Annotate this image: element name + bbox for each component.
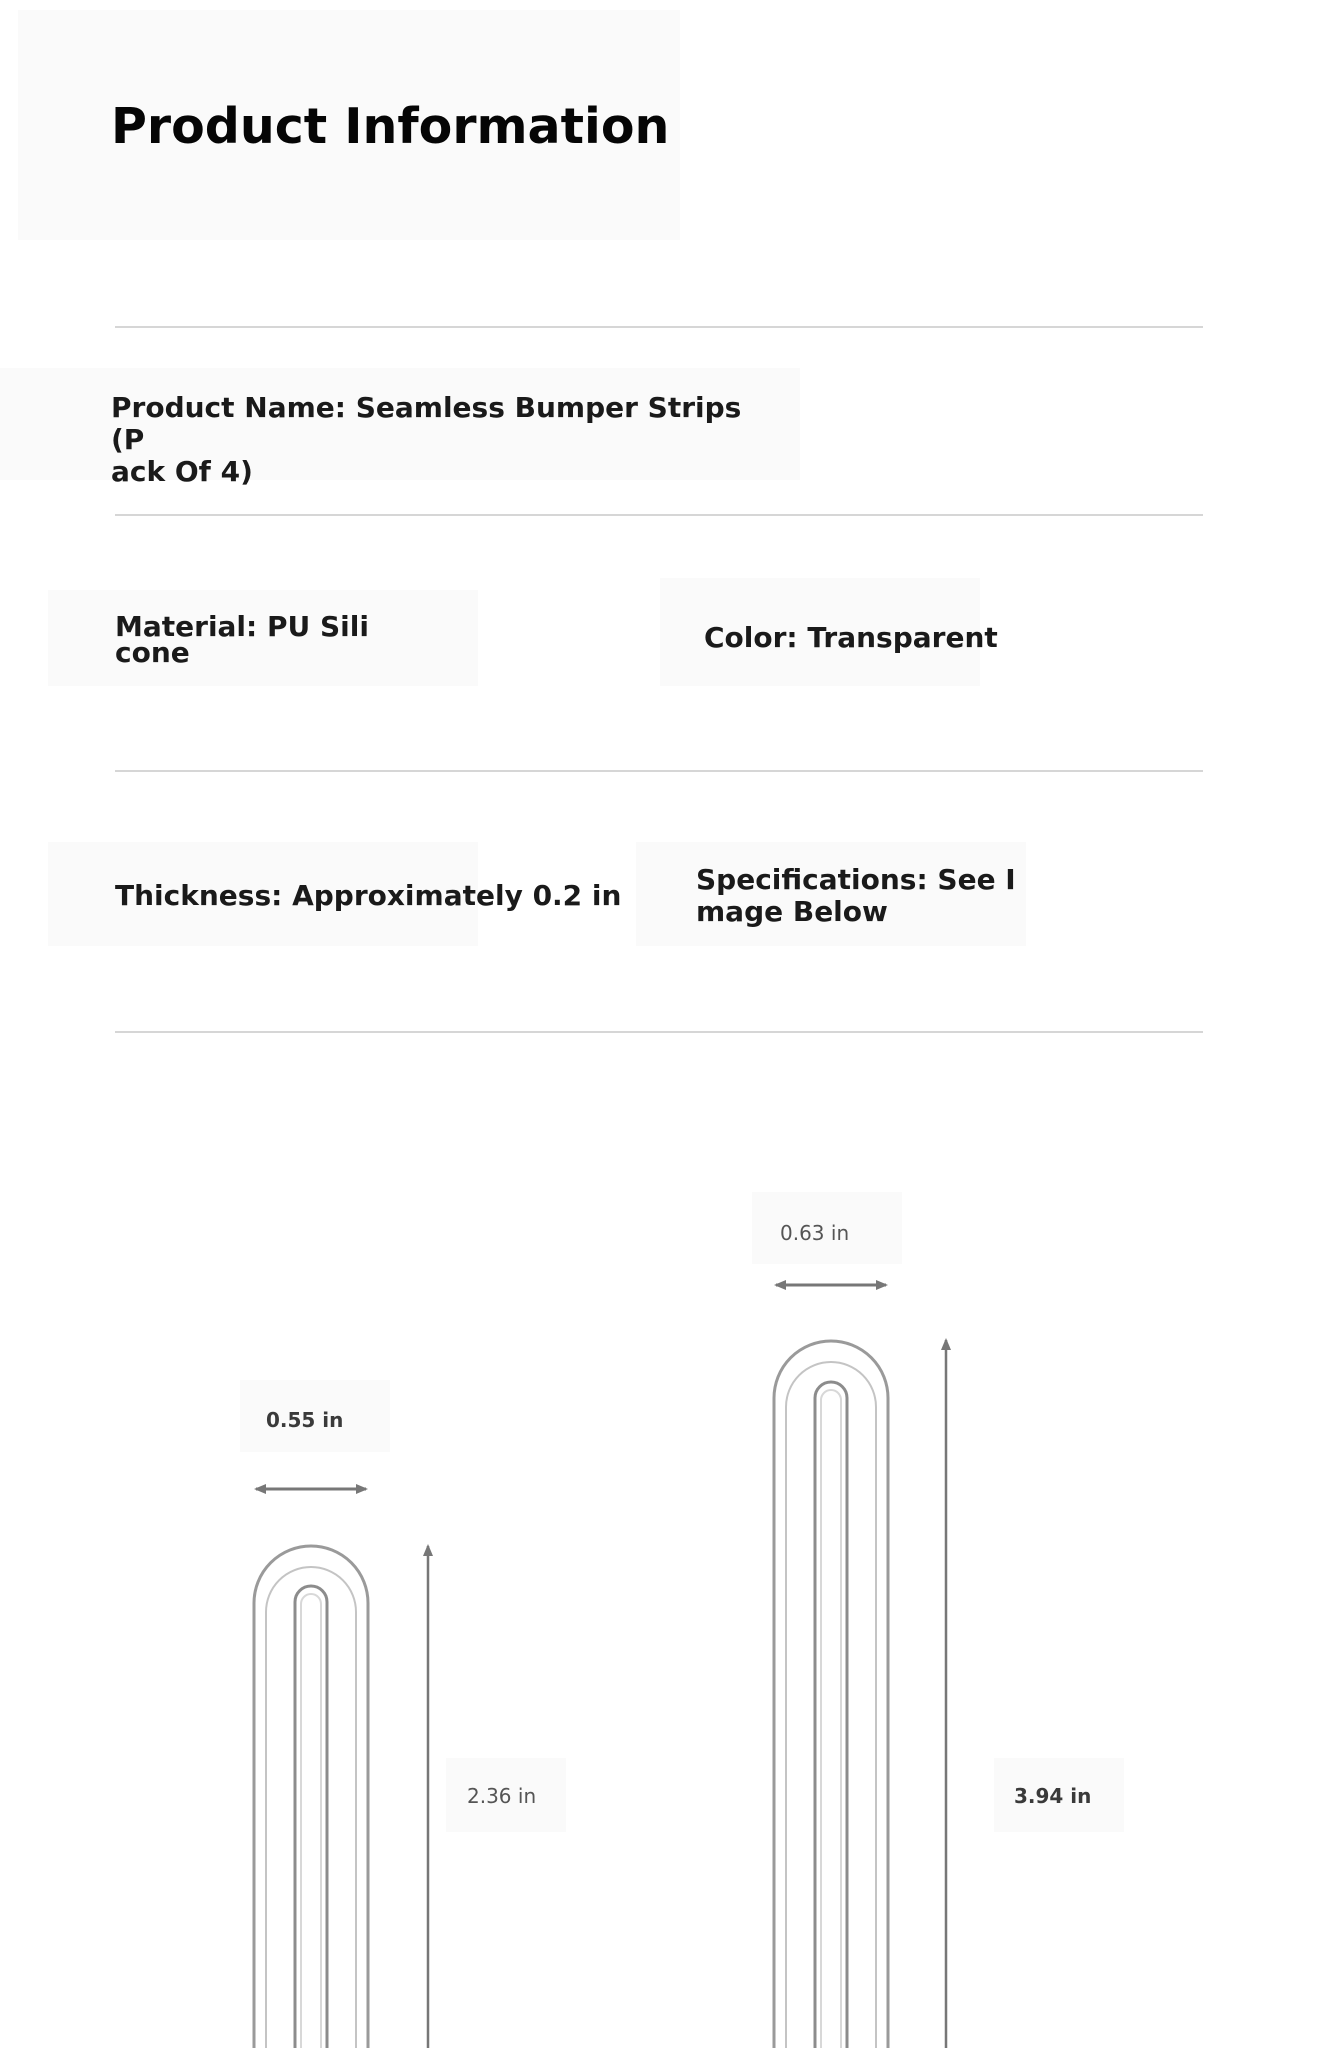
product-name-value: Seamless Bumper Strips (P ack Of 4) [111,391,742,488]
specifications-label: Specifications: [696,863,928,896]
small-height-label: 2.36 in [467,1784,537,1808]
page-title: Product Information [111,98,670,155]
small-strip-outer [254,1546,368,2048]
thickness-label: Thickness: [115,879,283,912]
large-strip [774,1341,888,2048]
thickness-value: Approximately 0.2 in [292,879,622,912]
large-strip-middle [786,1362,876,2048]
product-name-field [111,392,751,488]
product-name-label: Product Name: [111,391,346,424]
color-label: Color: [704,621,798,654]
large-width-label: 0.63 in [780,1221,850,1245]
small-strip [254,1546,368,2048]
large-strip-outer [774,1341,888,2048]
small-width-label: 0.55 in [266,1408,344,1432]
small-strip-middle [266,1567,356,2048]
thickness-field [115,880,635,912]
material-field [115,610,415,669]
small-strip-inner [295,1586,327,2048]
material-label: Material: [115,610,258,643]
large-height-label: 3.94 in [1014,1784,1092,1808]
divider [115,326,1203,328]
material-value: PU Sili cone [115,610,369,669]
divider [115,770,1203,772]
specifications-value: See I mage Below [696,863,1016,928]
specifications-field [696,864,1026,928]
large-strip-inner [815,1382,847,2048]
bumper-strip-diagram [0,1150,1323,2048]
color-field [704,622,1004,654]
color-value: Transparent [807,621,998,654]
divider [115,1031,1203,1033]
divider [115,514,1203,516]
